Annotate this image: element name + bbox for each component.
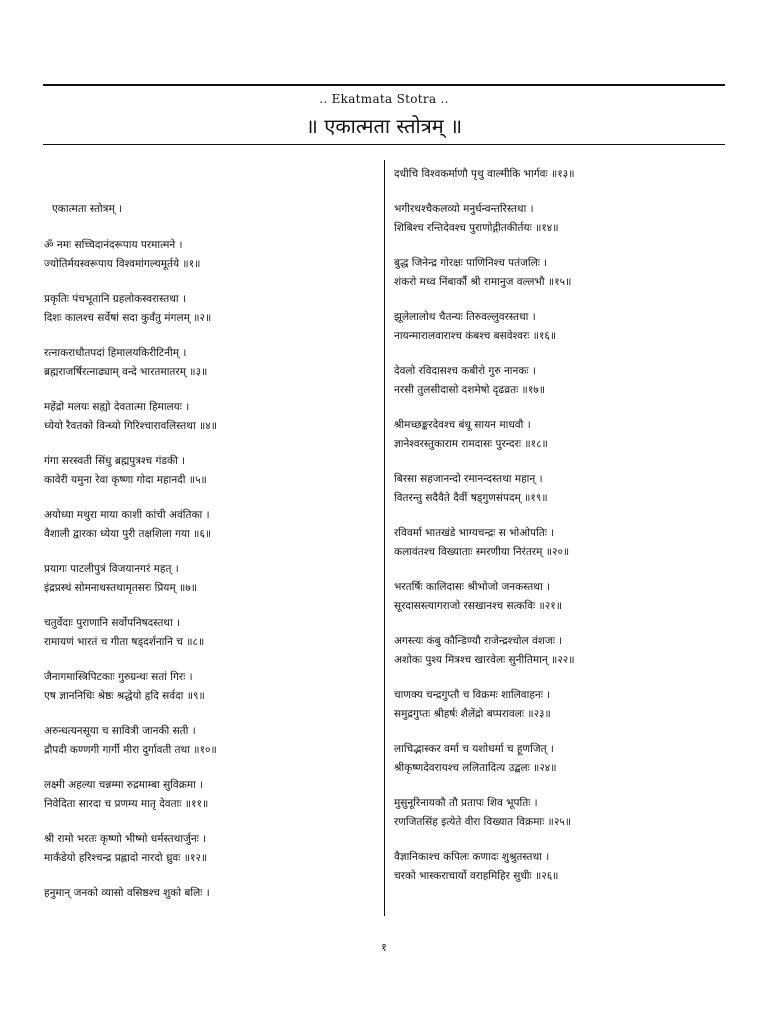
verse-stanza <box>44 452 374 490</box>
header-rule <box>43 144 725 145</box>
verse-stanza <box>394 794 724 832</box>
verse-line: दधीचि विश्वकर्माणौ पृथु वाल्मीकि भार्गवः ॥१३॥ <box>394 168 575 180</box>
verse-line: वैज्ञानिकाश्च कपिलः कणादः शुश्रुतस्तथा । <box>394 851 550 863</box>
verse-line: दिशः कालश्च सर्वेषां सदा कुर्वंतु मंगलम् ॥२॥ <box>44 312 212 324</box>
verse-stanza <box>394 848 724 886</box>
verse-line: वैशाली द्वारका ध्येया पुरी तक्षशिला गया ॥६॥ <box>44 528 212 540</box>
verse-line: झूलेलालोथ चैतन्यः तिरुवल्लुवरस्तथा । <box>394 311 536 323</box>
verse-stanza <box>44 884 374 903</box>
column-divider <box>384 160 385 916</box>
verse-stanza <box>44 776 374 814</box>
verse-line: चतुर्वेदाः पुराणानि सर्वोपनिषदस्तथा । <box>44 617 181 629</box>
verse-stanza <box>394 362 724 400</box>
verse-line: महेंद्रो मलयः सह्यो देवतात्मा हिमालयः । <box>44 401 190 413</box>
verse-line: सूरदासस्त्यागराजो रसखानश्च सत्कविः ॥२१॥ <box>394 600 563 612</box>
right-column <box>394 165 724 902</box>
verse-line: देवलो रविदासश्च कबीरो गुरु नानकः । <box>394 365 536 377</box>
left-stanzas <box>44 236 374 903</box>
verse-line: प्रयागः पाटलीपुत्रं विजयानगरं महत् । <box>44 563 179 575</box>
running-header: .. Ekatmata Stotra .. <box>319 92 449 106</box>
verse-stanza <box>44 236 374 274</box>
verse-line: मार्कंडेयो हरिश्चन्द्र प्रह्लादो नारदो ध्रुवः ॥१२॥ <box>44 852 208 864</box>
verse-stanza <box>394 578 724 616</box>
verse-stanza <box>394 740 724 778</box>
verse-line: वितरन्तु सदैवैते दैवीं षड्गुणसंपदम् ॥१९॥ <box>394 492 548 504</box>
verse-line: ध्येयो रैवतको विन्ध्यो गिरिश्चारावलिस्तथा ॥४॥ <box>44 420 218 432</box>
verse-stanza <box>44 830 374 868</box>
verse-line: कावेरी यमुना रेवा कृष्णा गोदा महानदी ॥५॥ <box>44 474 207 486</box>
verse-stanza <box>44 290 374 328</box>
verse-stanza <box>394 416 724 454</box>
verse-line: भगीरथश्चैकलव्यो मनुर्धन्वन्तरिस्तथा । <box>394 203 534 215</box>
verse-line: एष ज्ञाननिधिः श्रेष्ठः श्रद्धेयो हृदि सर्वदा ॥९॥ <box>44 690 205 702</box>
verse-stanza <box>44 398 374 436</box>
verse-stanza <box>394 254 724 292</box>
verse-line: लक्ष्मी अहल्या चन्नम्मा रुद्रमाम्बा सुविक्रमा । <box>44 779 204 791</box>
verse-line: श्रीमच्छङ्करदेवश्च बंधू सायन माधवौ । <box>394 419 531 431</box>
verse-line: निवेदिता सारदा च प्रणम्य मातृ देवताः ॥११॥ <box>44 798 209 810</box>
left-column <box>44 200 374 919</box>
verse-line: प्रकृतिः पंचभूतानि ग्रहलोकस्वरास्तथा । <box>44 293 186 305</box>
verse-line: ॐ नमः सच्चिदानंदरूपाय परमात्मने । <box>44 239 183 251</box>
top-rule <box>43 84 725 86</box>
verse-stanza <box>394 308 724 346</box>
verse-line: मुसुनूरिनायकौ तौ प्रतापः शिव भूपतिः । <box>394 797 538 809</box>
verse-line: कलावंतश्च विख्याताः स्मरणीया निरंतरम् ॥२०॥ <box>394 546 570 558</box>
verse-line: श्रीकृष्णदेवरायश्च ललितादित्य उद्बलः ॥२४॥ <box>394 762 557 774</box>
verse-line: लाचिद्भास्कर वर्मा च यशोधर्मा च हूणजित् । <box>394 743 554 755</box>
verse-line: ज्ञानेश्वरस्तुकाराम रामदासः पुरन्दरः ॥१८॥ <box>394 438 548 450</box>
page-number: १ <box>381 941 387 954</box>
verse-stanza <box>44 614 374 652</box>
verse-line: शिबिश्च रन्तिदेवश्च पुराणोद्गीतकीर्तयः ॥१४॥ <box>394 222 559 234</box>
verse-stanza <box>394 524 724 562</box>
verse-line: बिरसा सहजानन्दो रमानन्दस्तथा महान् । <box>394 473 543 485</box>
verse-stanza <box>44 506 374 544</box>
page-title: ॥ एकात्मता स्तोत्रम् ॥ <box>305 114 463 138</box>
verse-line: ब्रह्मराजर्षिरत्नाढ्याम् वन्दे भारतमातरम् ॥३॥ <box>44 366 208 378</box>
verse-line: नायन्मारालवाराश्च कंबश्च बसवेश्वरः ॥१६॥ <box>394 330 557 342</box>
verse-stanza <box>44 560 374 598</box>
verse-line: अशोकः पुश्य मित्रश्च खारवेलः सुनीतिमान् ॥२२॥ <box>394 654 575 666</box>
verse-line: श्री रामो भरतः कृष्णो भीष्मो धर्मस्तथार्जुनः । <box>44 833 207 845</box>
verse-line: शंकरो मध्व निंबार्कौ श्री रामानुज वल्लभौ ॥१५॥ <box>394 276 572 288</box>
verse-line: द्रौपदी कण्णगी गार्गी मीरा दुर्गावती तथा ॥१०॥ <box>44 744 217 756</box>
verse-stanza <box>44 344 374 382</box>
verse-line: चरको भास्कराचार्यो वराहमिहिर सुधीः ॥२६॥ <box>394 870 559 882</box>
verse-stanza <box>394 686 724 724</box>
verse-line: समुद्रगुप्तः श्रीहर्षः शैलेंद्रो बप्परावलः ॥२३॥ <box>394 708 551 720</box>
verse-line: रणजितसिंह इत्येते वीरा विख्यात विक्रमाः ॥२५॥ <box>394 816 572 828</box>
verse-line: हनुमान् जनको व्यासो वसिष्ठश्च शुको बलिः । <box>44 887 210 899</box>
verse-stanza <box>44 722 374 760</box>
verse-line: रविवर्मा भातखंडे भाग्यचन्द्रः स भोओपतिः । <box>394 527 555 539</box>
verse-line: ज्योतिर्मयस्वरूपाय विश्वमांगल्यमूर्तये ॥१॥ <box>44 258 201 270</box>
verse-line: गंगा सरस्वती सिंधु ब्रह्मपुत्रश्च गंडकी । <box>44 455 186 467</box>
section-heading: एकात्मता स्तोत्रम् । <box>52 203 123 215</box>
verse-line: रामायणं भारतं च गीता षड्दर्शनानि च ॥८॥ <box>44 636 205 648</box>
verse-line: इंद्रप्रस्थं सोमनाथस्तथामृतसरः प्रियम् ॥७॥ <box>44 582 198 594</box>
verse-line: जैनागमास्त्रिपिटकाः गुरुग्रन्थः सतां गिरः । <box>44 671 193 683</box>
verse-stanza <box>394 470 724 508</box>
verse-stanza <box>44 668 374 706</box>
right-stanzas <box>394 165 724 886</box>
verse-line: रत्नाकराधौतपदां हिमालयकिरीटिनीम् । <box>44 347 187 359</box>
verse-line: बुद्ध जिनेन्द्र गोरक्षः पाणिनिश्च पतंजलिः । <box>394 257 548 269</box>
verse-line: चाणक्य चन्द्रगुप्तौ च विक्रमः शालिवाहनः । <box>394 689 551 701</box>
verse-stanza <box>394 200 724 238</box>
verse-line: अरुन्धत्यनसूया च सावित्री जानकी सती । <box>44 725 196 737</box>
verse-stanza <box>394 165 724 184</box>
verse-stanza <box>394 632 724 670</box>
verse-line: अगस्त्यः कंबु कौन्डिण्यौ राजेन्द्रश्चोल वंशजः । <box>394 635 563 647</box>
verse-line: अयोध्या मथुरा माया काशी कांची अवंतिका । <box>44 509 210 521</box>
verse-line: भरतर्षिः कालिदासः श्रीभोजो जनकस्तथा । <box>394 581 550 593</box>
verse-line: नरसी तुलसीदासो दशमेषो दृढव्रतः ॥१७॥ <box>394 384 546 396</box>
